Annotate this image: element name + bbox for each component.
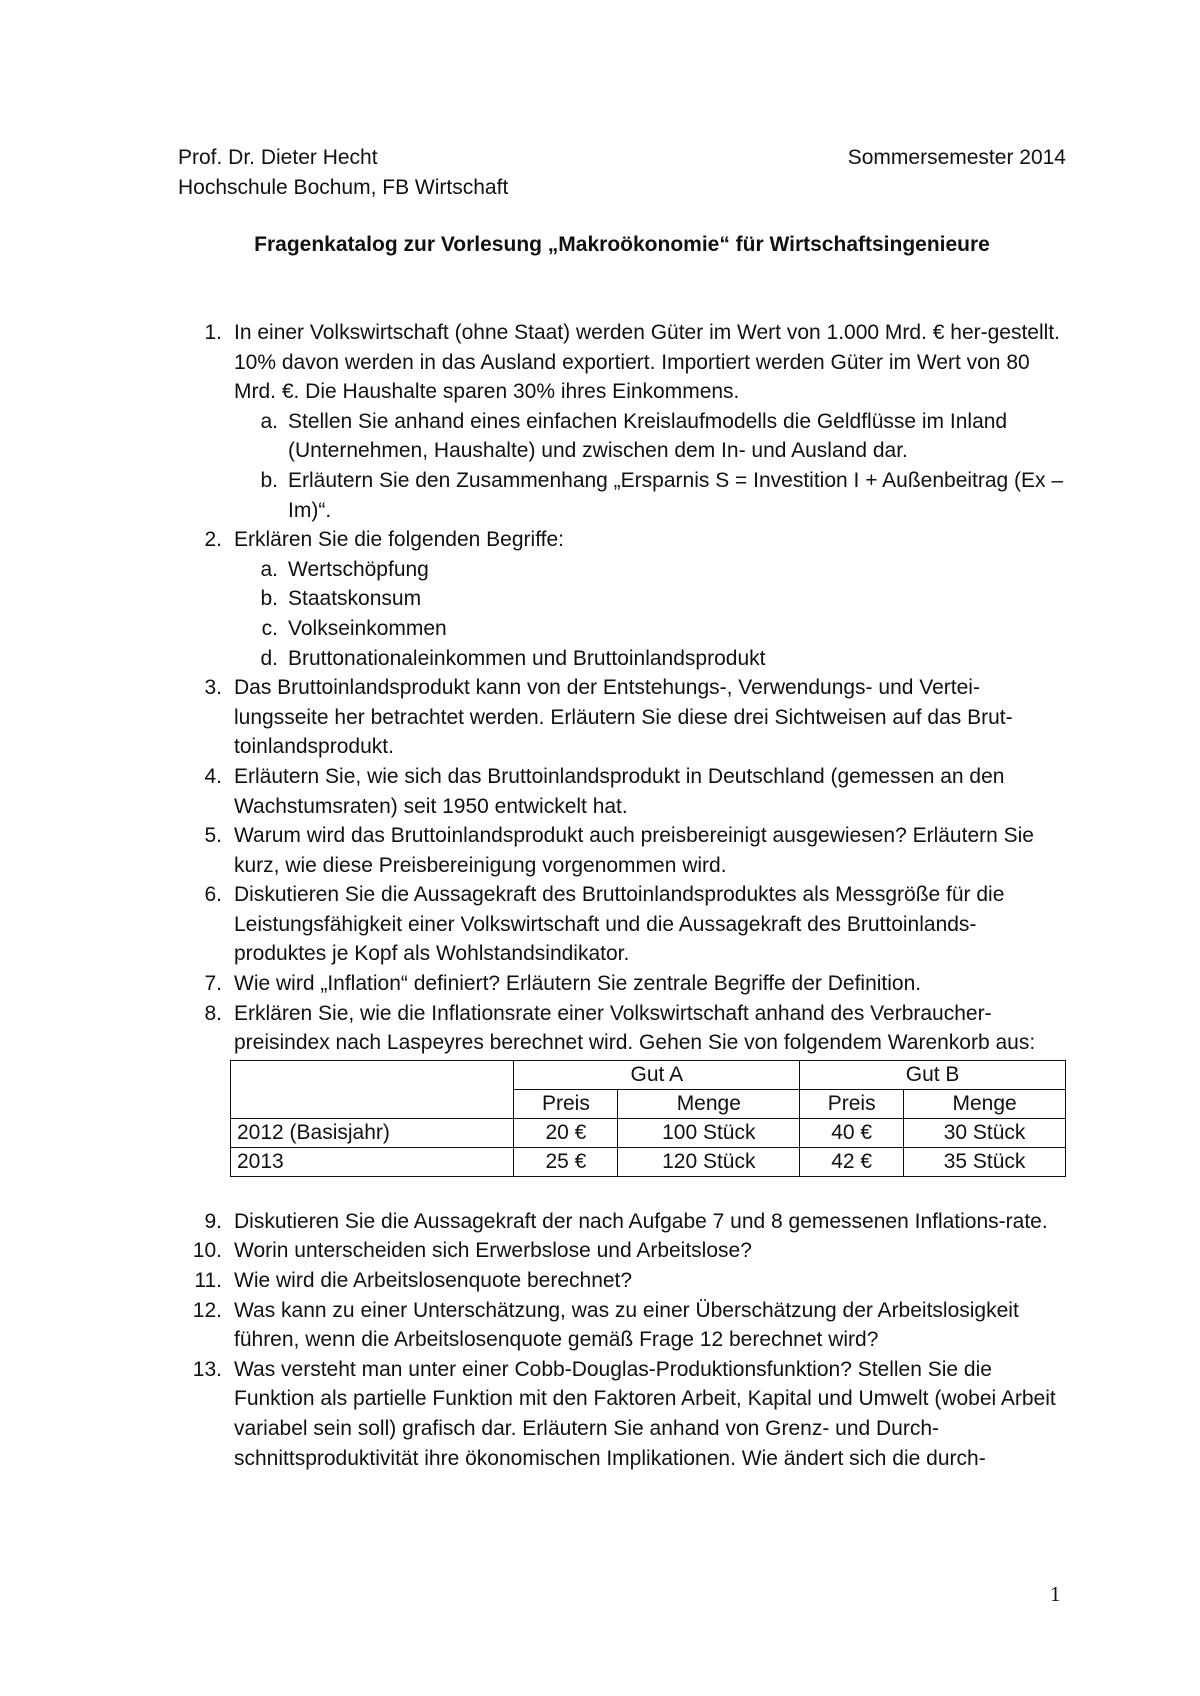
subquestion-text: Volkseinkommen [288,616,447,640]
question-5 [178,821,1066,880]
question-9 [178,1207,1066,1237]
document-title: Fragenkatalog zur Vorlesung „Makroökonomie“ für Wirtschaftsingenieure [254,233,990,256]
question-number: 4. [204,764,222,788]
question-text: Was kann zu einer Unterschätzung, was zu einer Überschätzung der Arbeitslosigkeit führen, wenn die Arbeitslosenquote gemäß Frage 12 berechnet wird? [234,1298,1019,1352]
question-4 [178,762,1066,821]
subquestion-letter: b. [260,468,278,492]
question-8 [178,999,1066,1058]
subquestion-letter: c. [261,616,278,640]
question-number: 1. [204,321,222,344]
question-12 [178,1296,1066,1355]
question-2 [178,525,1066,673]
question-number: 9. [204,1209,222,1233]
table-row-label: 2012 (Basisjahr) [231,1118,514,1147]
subquestion-text: Stellen Sie anhand eines einfachen Kreislaufmodells die Geldflüsse im Inland (Unternehmen, Haushalte) und zwischen dem In- und Ausland dar. [288,409,1008,463]
question-text: Wie wird „Inflation“ definiert? Erläutern Sie zentrale Begriffe der Definition. [234,972,922,996]
page-number: 1 [1050,1582,1061,1606]
question-text: Diskutieren Sie die Aussagekraft der nach Aufgabe 7 und 8 gemessenen Inflations-rate. [234,1209,1048,1233]
table-cell: 35 Stück [904,1147,1066,1176]
subquestion-letter: b. [260,587,278,611]
subquestion-text: Wertschöpfung [288,557,429,581]
table-row-label: 2013 [231,1147,514,1176]
question-10 [178,1236,1066,1266]
question-text: In einer Volkswirtschaft (ohne Staat) werden Güter im Wert von 1.000 Mrd. € her-gestellt. 10% davon werden in das Ausland exportiert. Importiert werden Güter im Wert von 80 Mrd. €. Die Haushalte sparen 30% ihres Einkommens. [234,321,1060,404]
table-cell: 42 € [800,1147,904,1176]
question-text: Erklären Sie die folgenden Begriffe: [234,528,564,552]
question-text: Warum wird das Bruttoinlandsprodukt auch preisbereinigt ausgewiesen? Erläutern Sie kurz, wie diese Preisbereinigung vorgenommen wird. [234,824,1034,877]
question-number: 5. [204,824,222,848]
subquestion-2c [234,614,1066,644]
question-text: Worin unterscheiden sich Erwerbslose und Arbeitslose? [234,1239,752,1263]
table-row [231,1147,1066,1176]
subquestion-text: Erläutern Sie den Zusammenhang „Ersparnis S = Investition I + Außenbeitrag (Ex – Im)“. [288,468,1064,522]
table-row [231,1118,1066,1147]
question-number: 7. [204,972,222,996]
question-6 [178,880,1066,969]
subquestion-2d [234,644,1066,674]
table-corner-cell [231,1060,514,1118]
question-number: 12. [192,1298,222,1322]
question-number: 11. [194,1269,222,1293]
question-number: 8. [204,1001,222,1025]
document-header [178,143,1066,203]
table-cell: 40 € [800,1118,904,1147]
subquestion-letter: d. [260,646,278,670]
table-cell: 25 € [514,1147,618,1176]
question-number: 6. [204,883,222,907]
question-text: Erläutern Sie, wie sich das Bruttoinlandsprodukt in Deutschland (gemessen an den Wachstumsraten) seit 1950 entwickelt hat. [234,764,1005,818]
subquestion-letter: a. [260,557,278,581]
question-text: Wie wird die Arbeitslosenquote berechnet? [234,1269,633,1293]
subquestion-1b [234,466,1066,525]
subquestion-1a [234,407,1066,466]
question-13 [178,1355,1066,1473]
question-number: 10. [192,1239,222,1263]
question-text: Diskutieren Sie die Aussagekraft des Bruttoinlandsproduktes als Messgröße für die Leistungsfähigkeit einer Volkswirtschaft und die Aussagekraft des Bruttoinlands-produktes je Kopf als Wohlstandsindikator. [234,883,1005,966]
table-subheader: Menge [618,1089,800,1118]
table-group-header: Gut B [800,1060,1066,1089]
table-subheader: Preis [514,1089,618,1118]
table-cell: 120 Stück [618,1147,800,1176]
question-number: 2. [204,528,222,552]
question-text: Das Bruttoinlandsprodukt kann von der Entstehungs-, Verwendungs- und Vertei-lungsseite her betrachtet werden. Erläutern Sie diese drei Sichtweisen auf das Brut-toinlandsprodukt. [234,676,1013,759]
question-3 [178,673,1066,762]
author-name: Prof. Dr. Dieter Hecht [178,146,378,169]
table-group-header: Gut A [514,1060,800,1089]
table-cell: 30 Stück [904,1118,1066,1147]
subquestion-2a [234,555,1066,585]
question-number: 13. [192,1357,222,1381]
basket-table [230,1060,1066,1177]
table-header-row [231,1060,1066,1089]
subquestion-2b [234,584,1066,614]
question-7 [178,969,1066,999]
subquestion-letter: a. [260,409,278,433]
institution-name: Hochschule Bochum, FB Wirtschaft [178,176,509,199]
question-11 [178,1266,1066,1296]
table-cell: 100 Stück [618,1118,800,1147]
question-text: Was versteht man unter einer Cobb-Douglas-Produktionsfunktion? Stellen Sie die Funktion als partielle Funktion mit den Faktoren Arbeit, Kapital und Umwelt (wobei Arbeit variabel sein soll) grafisch dar. Erläutern Sie anhand von Grenz- und Durch-schnittsproduktivität ihre ökonomischen Implikationen. Wie ändert sich die durch- [234,1357,1056,1470]
table-subheader: Menge [904,1089,1066,1118]
question-1 [178,318,1066,525]
question-list [178,318,1066,1473]
subquestion-text: Bruttonationaleinkommen und Bruttoinlandsprodukt [288,646,766,670]
subquestion-text: Staatskonsum [288,587,422,611]
table-subheader: Preis [800,1089,904,1118]
question-text: Erklären Sie, wie die Inflationsrate einer Volkswirtschaft anhand des Verbraucher-preisindex nach Laspeyres berechnet wird. Gehen Sie von folgendem Warenkorb aus: [234,1001,1036,1055]
table-cell: 20 € [514,1118,618,1147]
semester-label: Sommersemester 2014 [847,146,1066,169]
question-number: 3. [204,676,222,700]
